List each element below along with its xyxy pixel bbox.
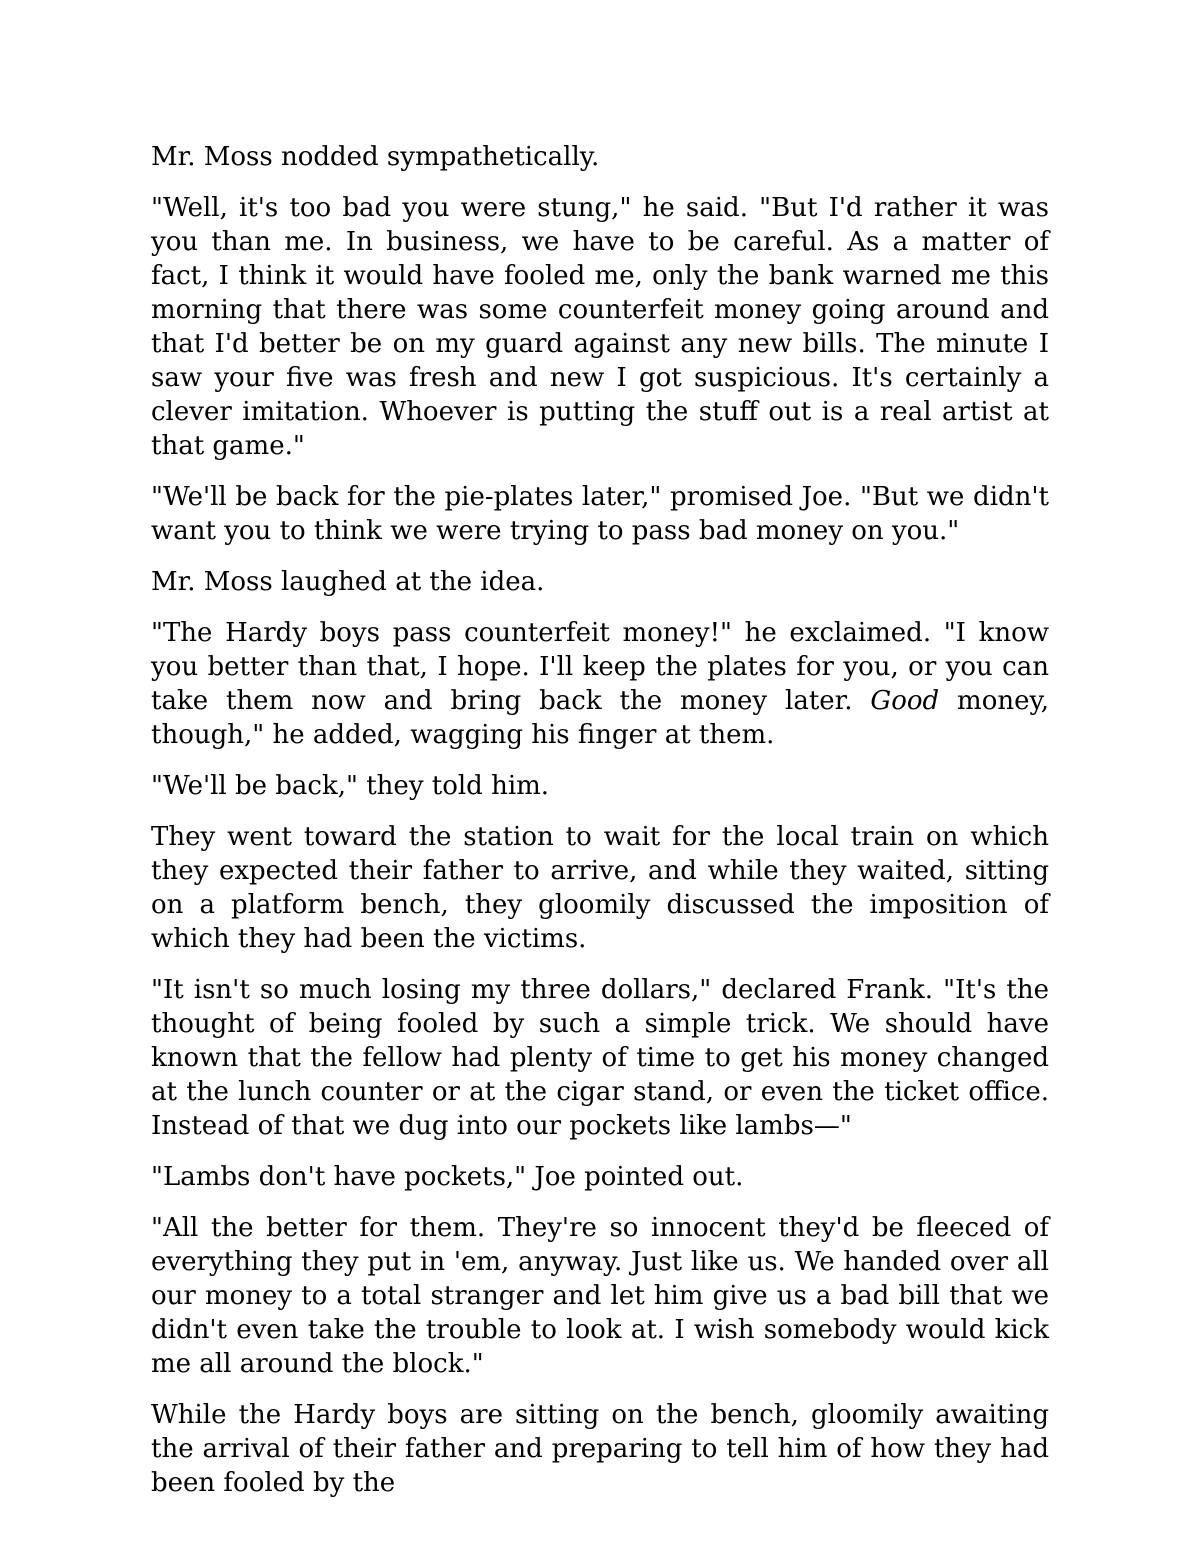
paragraph: While the Hardy boys are sitting on the bench, gloomily awaiting the arrival of their father and preparing to tell him of how they had been fooled by the <box>151 1400 1049 1498</box>
page-text <box>151 140 1049 1517</box>
paragraph: Mr. Moss laughed at the idea. <box>151 567 545 597</box>
paragraph: "The Hardy boys pass counterfeit money!" he exclaimed. "I know you better than that, I hope. I'll keep the plates for you, or you can take them now and bring back the money later. Good money, though," he added, wagging his finger at them. <box>151 618 1049 750</box>
paragraph: "We'll be back," they told him. <box>151 771 550 801</box>
paragraph: Mr. Moss nodded sympathetically. <box>151 142 600 172</box>
paragraph: They went toward the station to wait for the local train on which they expected their father to arrive, and while they waited, sitting on a platform bench, they gloomily discussed the imposition of which they had been the victims. <box>151 822 1049 954</box>
paragraph: "Well, it's too bad you were stung," he said. "But I'd rather it was you than me. In business, we have to be careful. As a matter of fact, I think it would have fooled me, only the bank warned me this morning that there was some counterfeit money going around and that I'd better be on my guard against any new bills. The minute I saw your five was fresh and new I got suspicious. It's certainly a clever imitation. Whoever is putting the stuff out is a real artist at that game." <box>151 193 1049 461</box>
paragraph: "We'll be back for the pie-plates later," promised Joe. "But we didn't want you to think we were trying to pass bad money on you." <box>151 482 1049 546</box>
paragraph: "All the better for them. They're so innocent they'd be fleeced of everything they put in 'em, anyway. Just like us. We handed over all our money to a total stranger and let him give us a bad bill that we didn't even take the trouble to look at. I wish somebody would kick me all around the block." <box>151 1213 1049 1379</box>
paragraph: "Lambs don't have pockets," Joe pointed out. <box>151 1162 744 1192</box>
italic-text: Good <box>870 686 940 716</box>
paragraph: "It isn't so much losing my three dollars," declared Frank. "It's the thought of being fooled by such a simple trick. We should have known that the fellow had plenty of time to get his money changed at the lunch counter or at the cigar stand, or even the ticket office. Instead of that we dug into our pockets like lambs—" <box>151 975 1049 1141</box>
